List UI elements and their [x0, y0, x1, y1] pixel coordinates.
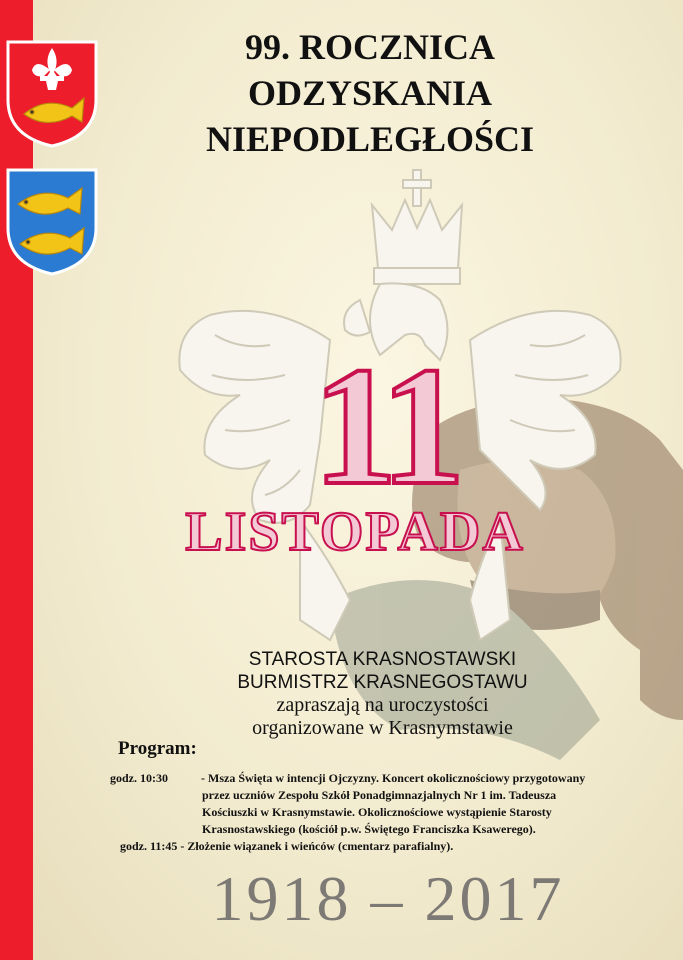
program-heading: Program: — [118, 738, 197, 759]
invitation-line-2: BURMISTRZ KRASNEGOSTAWU — [237, 672, 528, 693]
program-text: - Złożenie wiązanek i wieńców (cmentarz parafialny). — [180, 839, 454, 853]
program-text: Krasnostawskiego (kościół p.w. Świętego Franciszka Ksawerego). — [202, 822, 536, 836]
month-name: LISTOPADA — [185, 501, 525, 563]
invitation-line-1: STAROSTA KRASNOSTAWSKI — [248, 649, 517, 670]
title-line-3: NIEPODLEGŁOŚCI — [205, 119, 535, 159]
invitation — [190, 648, 575, 740]
invitation-line-4: organizowane w Krasnymstawie — [252, 717, 513, 739]
title-line-2: ODZYSKANIA — [247, 73, 493, 113]
program-text: - Msza Święta w intencji Ojczyzny. Koncert okolicznościowy przygotowany — [201, 771, 586, 785]
program-time: godz. 11:45 — [120, 839, 178, 853]
program-time: godz. 10:30 — [110, 771, 168, 785]
title-line-1: 99. ROCZNICA — [244, 27, 495, 67]
invitation-line-3: zapraszają na uroczystości — [276, 694, 489, 716]
years: 1918 – 2017 — [211, 863, 565, 934]
poster-title — [150, 24, 590, 162]
program-entry — [110, 770, 650, 838]
crest-blue-icon — [6, 168, 98, 276]
day-number-text: 11 — [312, 345, 458, 495]
program-text: przez uczniów Zespołu Szkół Ponadgimnazjalnych Nr 1 im. Tadeusza — [202, 788, 557, 802]
crest-red-icon — [6, 40, 98, 148]
program-text: Kościuszki w Krasnymstawie. Okolicznościowe wystąpienie Starosty — [202, 805, 552, 819]
program-entry — [120, 838, 640, 855]
day-number — [300, 345, 470, 495]
